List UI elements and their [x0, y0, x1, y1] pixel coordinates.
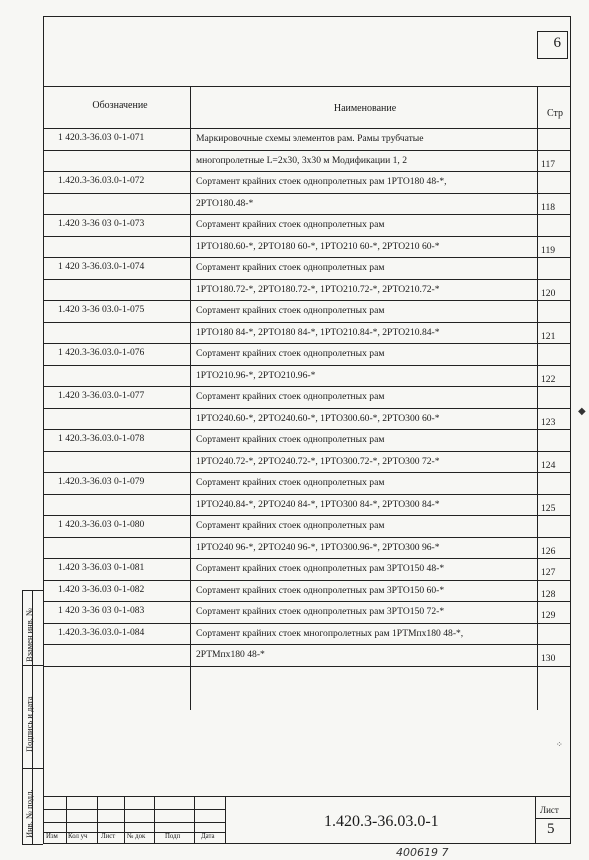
- row-separator: [43, 128, 571, 129]
- table-bottom-border: [43, 666, 571, 667]
- table-top-border: [43, 86, 571, 87]
- row-name: Сортамент крайних стоек однопролетных рам: [196, 391, 385, 402]
- row-page: 119: [541, 244, 556, 256]
- tb-col-7: [535, 796, 536, 844]
- row-code: 1.420 3-36.03 0-1-081: [58, 562, 145, 573]
- row-separator: [43, 279, 571, 280]
- row-code: 1 420 3-36 03 0-1-083: [58, 605, 145, 616]
- row-page: 121: [541, 330, 556, 342]
- row-separator: [43, 623, 571, 624]
- col-divider-1: [190, 86, 191, 710]
- tb-row-line-2: [43, 822, 225, 823]
- row-name: Сортамент крайних стоек однопролетных рам: [196, 477, 385, 488]
- row-page: 128: [541, 588, 556, 600]
- header-designation: Обозначение: [92, 100, 148, 111]
- row-separator: [43, 429, 571, 430]
- row-page: 123: [541, 416, 556, 428]
- sheet-number-box: [537, 31, 568, 59]
- handwritten-archive-number: 400619 7: [396, 846, 449, 859]
- row-separator: [43, 408, 571, 409]
- stamp-line-2: [22, 665, 43, 666]
- row-name: 1РТО240.84-*, 2РТО240 84-*, 1РТО300 84-*, 2РТО300 84-*: [196, 498, 440, 510]
- row-name: Сортамент крайних стоек многопролетных рам 1РТМпх180 48-*,: [196, 627, 464, 639]
- tb-col-label-0: Изм: [46, 833, 58, 840]
- row-separator: [43, 214, 571, 215]
- tb-col-6: [225, 796, 226, 844]
- stamp-line-3: [22, 768, 43, 769]
- row-name: Сортамент крайних стоек однопролетных рам: [196, 219, 385, 230]
- tb-col-5: [194, 796, 195, 844]
- scan-mark-arrow: ◆: [578, 406, 586, 417]
- row-page: 122: [541, 373, 556, 385]
- tb-col-4: [154, 796, 155, 844]
- row-page: 120: [541, 287, 556, 299]
- document-code: 1.420.3-36.03.0-1: [324, 813, 439, 830]
- row-page: 129: [541, 610, 556, 621]
- stamp-replaced-inv: Взамен инв. №: [24, 607, 34, 662]
- row-separator: [43, 451, 571, 452]
- sheet-number: 5: [547, 821, 555, 837]
- row-separator: [43, 193, 571, 194]
- row-separator: [43, 537, 571, 538]
- stamp-signature-date: Подпись и дата: [24, 696, 34, 752]
- row-page: 126: [541, 545, 556, 557]
- stamp-line-1: [22, 590, 43, 591]
- scan-mark-dots: ⁘: [556, 740, 563, 749]
- row-name: Сортамент крайних стоек однопролетных рам: [196, 434, 385, 445]
- col-divider-2: [537, 86, 538, 710]
- row-name: Сортамент крайних стоек однопролетных рам 1РТО180 48-*,: [196, 176, 447, 187]
- row-code: 1.420.3-36.03.0-1-084: [58, 626, 145, 638]
- tb-col-label-2: Лист: [101, 833, 116, 840]
- row-name: Сортамент крайних стоек однопролетных рам: [196, 262, 385, 273]
- row-page: 125: [541, 502, 556, 514]
- stamp-strip-left: [22, 590, 23, 844]
- row-code: 1.420 3-36.03 0-1-082: [58, 583, 145, 595]
- row-name: 1РТО180 84-*, 2РТО180 84-*, 1РТО210.84-*, 2РТО210.84-*: [196, 326, 440, 338]
- row-separator: [43, 386, 571, 387]
- tb-row-line-1: [43, 809, 225, 810]
- tb-col-label-1: Кол уч: [68, 833, 88, 840]
- row-separator: [43, 558, 571, 559]
- row-name: 2РТМпх180 48-*: [196, 649, 265, 660]
- row-name: 2РТО180.48-*: [196, 197, 254, 209]
- tb-col-label-5: Дата: [201, 833, 215, 840]
- tb-col-3: [124, 796, 125, 844]
- row-name: 1РТО240 96-*, 2РТО240 96-*, 1РТО300.96-*, 2РТО300 96-*: [196, 541, 440, 553]
- row-separator: [43, 150, 571, 151]
- row-name: Сортамент крайних стоек однопролетных рам: [196, 305, 385, 316]
- row-separator: [43, 257, 571, 258]
- row-name: Сортамент крайних стоек однопролетных рам: [196, 348, 385, 359]
- row-name: Сортамент крайних стоек однопролетных рам 3РТО150 72-*: [196, 606, 445, 617]
- row-page: 117: [541, 158, 556, 170]
- row-separator: [43, 472, 571, 473]
- tb-col-1: [66, 796, 67, 844]
- row-separator: [43, 601, 571, 602]
- row-separator: [43, 322, 571, 323]
- row-separator: [43, 580, 571, 581]
- row-separator: [43, 300, 571, 301]
- sheet-label: Лист: [540, 805, 559, 815]
- stamp-inv-original: Инв. № подл.: [24, 789, 34, 838]
- header-page: Стр: [546, 108, 564, 119]
- row-name: 1РТО240.72-*, 2РТО240.72-*, 1РТО300.72-*, 2РТО300 72-*: [196, 455, 440, 467]
- row-page: 124: [541, 459, 556, 471]
- row-separator: [43, 365, 571, 366]
- row-code: 1 420.3-36.03 0-1-071: [58, 132, 145, 143]
- row-code: 1.420.3-36.03 0-1-079: [58, 476, 145, 487]
- row-code: 1 420.3-36.03 0-1-080: [58, 519, 145, 530]
- row-name: Сортамент крайних стоек однопролетных рам 3РТО150 48-*: [196, 563, 445, 574]
- row-name: 1РТО240.60-*, 2РТО240.60-*, 1РТО300.60-*, 2РТО300 60-*: [196, 412, 440, 424]
- row-code: 1.420.3-36.03.0-1-072: [58, 175, 145, 186]
- row-code: 1.420 3-36 03 0-1-073: [58, 218, 145, 229]
- row-page: 127: [541, 567, 556, 578]
- row-page: 130: [541, 653, 556, 664]
- row-name: Маркировочные схемы элементов рам. Рамы трубчатые: [196, 133, 424, 144]
- row-name: многопролетные L=2x30, 3x30 м Модификации 1, 2: [196, 154, 408, 166]
- row-separator: [43, 343, 571, 344]
- row-separator: [43, 494, 571, 495]
- stamp-line-4: [22, 844, 43, 845]
- row-name: 1РТО180.60-*, 2РТО180 60-*, 1РТО210 60-*, 2РТО210 60-*: [196, 240, 440, 252]
- row-code: 1.420 3-36.03.0-1-077: [58, 390, 145, 401]
- row-name: 1РТО210.96-*, 2РТО210.96-*: [196, 369, 316, 381]
- row-code: 1.420 3-36 03.0-1-075: [58, 304, 145, 315]
- row-code: 1 420.3-36.03.0-1-076: [58, 347, 145, 358]
- sheet-number-top: 6: [553, 35, 561, 51]
- row-separator: [43, 515, 571, 516]
- row-code: 1 420 3-36.03.0-1-074: [58, 261, 145, 272]
- row-name: Сортамент крайних стоек однопролетных рам 3РТО150 60-*: [196, 584, 445, 596]
- header-name: Наименование: [333, 103, 397, 114]
- tb-sheet-divider: [535, 818, 571, 819]
- row-name: Сортамент крайних стоек однопролетных рам: [196, 520, 385, 531]
- tb-col-label-4: Подп: [165, 833, 181, 840]
- row-separator: [43, 171, 571, 172]
- row-page: 118: [541, 201, 556, 213]
- tb-col-label-3: № док: [127, 833, 146, 840]
- row-separator: [43, 236, 571, 237]
- row-code: 1 420.3-36.03.0-1-078: [58, 433, 145, 444]
- tb-col-2: [97, 796, 98, 844]
- row-name: 1РТО180.72-*, 2РТО180.72-*, 1РТО210.72-*, 2РТО210.72-*: [196, 283, 440, 295]
- row-separator: [43, 644, 571, 645]
- title-block-top: [43, 796, 571, 797]
